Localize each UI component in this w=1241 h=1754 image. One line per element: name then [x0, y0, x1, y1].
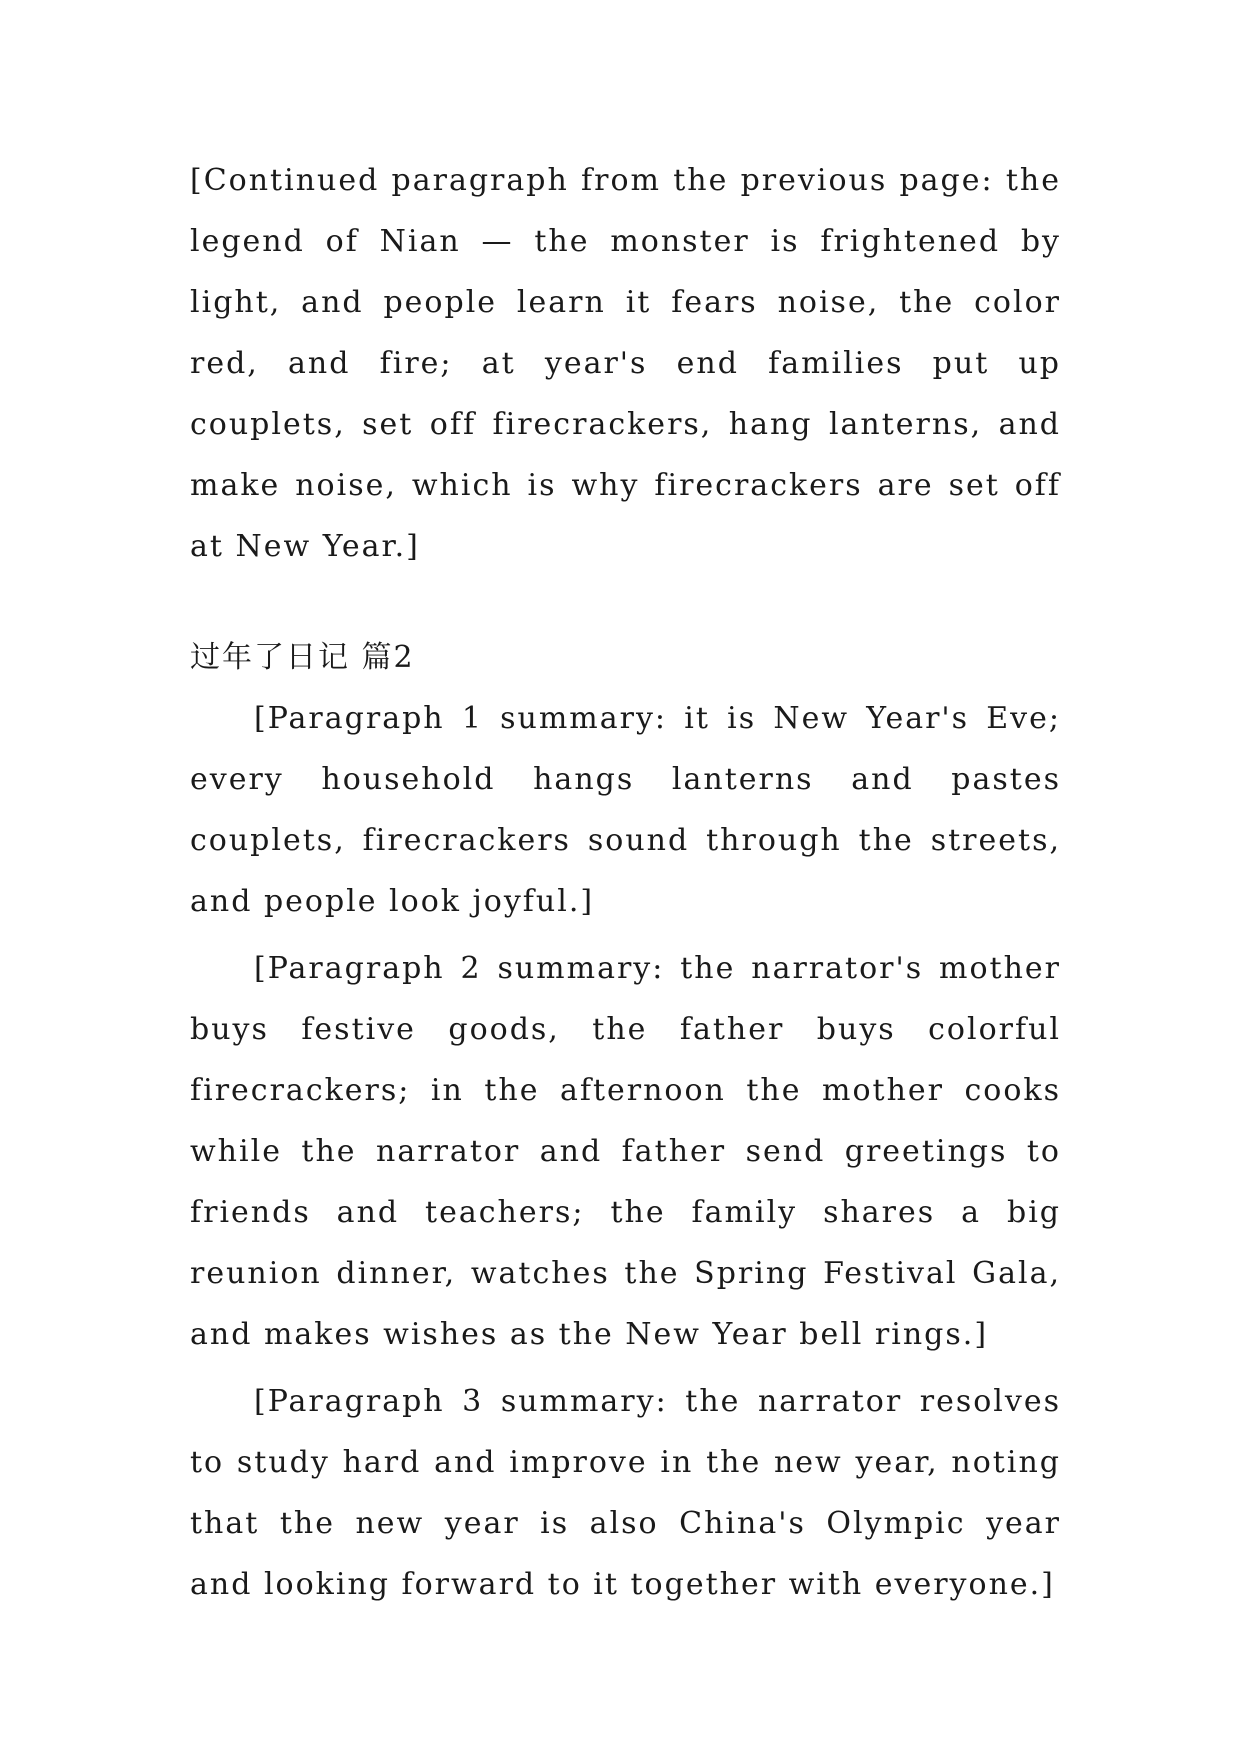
- body-paragraph: [Paragraph 3 summary: the narrator resolves to study hard and improve in the new year, noting that the new year is also China's Olympic year and looking forward to it together with everyone.]: [190, 1384, 1061, 1602]
- body-paragraph: [Paragraph 1 summary: it is New Year's Eve; every household hangs lanterns and pastes couplets, firecrackers sound through the streets, and people look joyful.]: [190, 701, 1061, 919]
- section-heading: 过年了日记 篇2: [190, 640, 415, 675]
- continued-paragraph: [Continued paragraph from the previous page: the legend of Nian — the monster is frightened by light, and people learn it fears noise, the color red, and fire; at year's end families put up couplets, set off firecrackers, hang lanterns, and make noise, which is why firecrackers are set off at New Year.]: [190, 163, 1061, 564]
- body-paragraph: [Paragraph 2 summary: the narrator's mother buys festive goods, the father buys colorful firecrackers; in the afternoon the mother cooks while the narrator and father send greetings to friends and teachers; the family shares a big reunion dinner, watches the Spring Festival Gala, and makes wishes as the New Year bell rings.]: [190, 951, 1061, 1352]
